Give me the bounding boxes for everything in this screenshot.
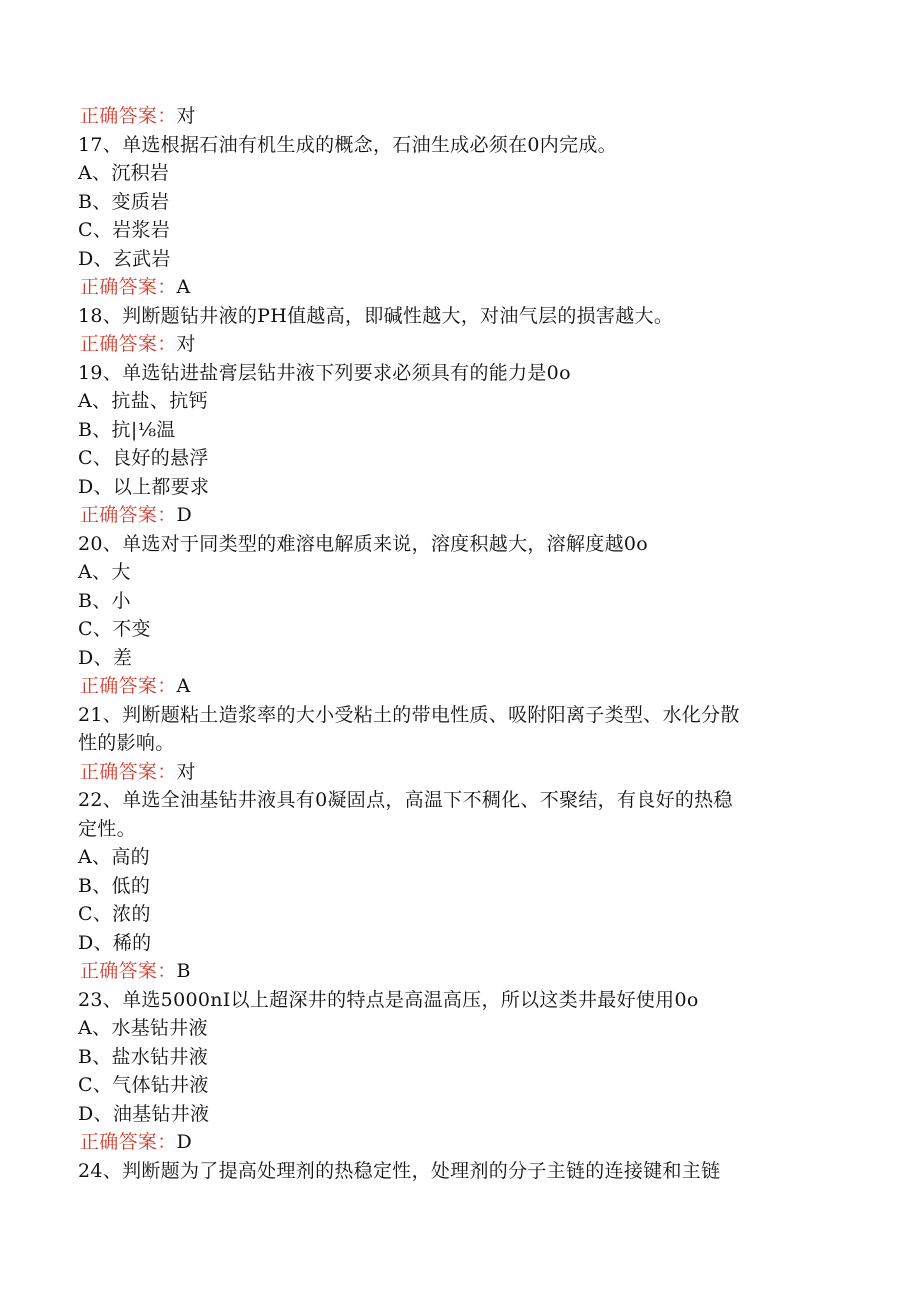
answer-value: 对: [176, 105, 196, 127]
answer-label: 正确答案：: [80, 333, 177, 355]
option-line: A、大: [78, 561, 131, 583]
option-line: B、变质岩: [78, 190, 170, 213]
option-line: A、沉积岩: [78, 162, 170, 184]
answer-value: 对: [176, 333, 196, 355]
option-line: D、稀的: [78, 931, 152, 954]
option-line: D、差: [78, 646, 133, 669]
answer-line: [0, 1128, 920, 1157]
question-line: 21、判断题粘土造浆率的大小受粘土的带电性质、吸附阳离子类型、水化分散: [78, 703, 740, 726]
question-line: 18、判断题钻井液的PH值越高，即碱性越大，对油气层的损害越大。: [78, 304, 674, 327]
question-continuation: 性的影响。: [78, 732, 175, 754]
option-line: B、低的: [78, 874, 151, 897]
question-line: 20、单选对于同类型的难溶电解质来说，溶度积越大，溶解度越0o: [78, 532, 649, 555]
question-line: 24、判断题为了提高处理剂的热稳定性，处理剂的分子主链的连接键和主链: [78, 1159, 721, 1182]
document-body: [0, 102, 920, 1185]
answer-value: 对: [176, 760, 196, 783]
answer-line: [0, 501, 920, 530]
answer-line: [0, 273, 920, 302]
option-line: C、不变: [78, 618, 151, 640]
question-line: 19、单选钻进盐膏层钻井液下列要求必须具有的能力是0o: [78, 361, 571, 384]
answer-label: 正确答案：: [80, 276, 177, 298]
option-line: A、水基钻井液: [78, 1017, 208, 1039]
answer-label: 正确答案：: [80, 504, 177, 526]
answer-value: D: [176, 1131, 193, 1153]
question-continuation: 定性。: [78, 817, 136, 840]
option-line: C、浓的: [78, 903, 151, 925]
question-line: 17、单选根据石油有机生成的概念，石油生成必须在0内完成。: [78, 133, 617, 156]
option-line: A、抗盐、抗钙: [78, 390, 208, 412]
answer-value: B: [176, 960, 191, 982]
answer-value: D: [176, 504, 193, 526]
answer-label: 正确答案：: [80, 760, 177, 783]
option-line: B、抗|⅛温: [78, 418, 176, 441]
option-line: A、高的: [78, 846, 150, 868]
answer-line: [0, 758, 920, 787]
option-line: B、小: [78, 589, 131, 612]
answer-line: [0, 672, 920, 701]
answer-value: A: [176, 276, 191, 298]
option-line: C、良好的悬浮: [78, 447, 209, 469]
answer-label: 正确答案：: [80, 1131, 177, 1153]
answer-line: [0, 102, 920, 131]
answer-line: [0, 330, 920, 359]
answer-label: 正确答案：: [80, 960, 177, 982]
option-line: C、岩浆岩: [78, 219, 171, 241]
question-line: 22、单选全油基钻井液具有0凝固点，高温下不稠化、不聚结，有良好的热稳: [78, 789, 733, 811]
option-line: D、以上都要求: [78, 475, 210, 498]
option-line: B、盐水钻井液: [78, 1045, 209, 1068]
option-line: D、玄武岩: [78, 247, 171, 270]
option-line: C、气体钻井液: [78, 1074, 209, 1096]
answer-label: 正确答案：: [80, 105, 177, 127]
answer-value: A: [176, 675, 191, 697]
answer-line: [0, 957, 920, 986]
question-line: 23、单选5000nI以上超深井的特点是高温高压，所以这类井最好使用0o: [78, 988, 699, 1011]
answer-label: 正确答案：: [80, 675, 177, 697]
option-line: D、油基钻井液: [78, 1102, 210, 1125]
